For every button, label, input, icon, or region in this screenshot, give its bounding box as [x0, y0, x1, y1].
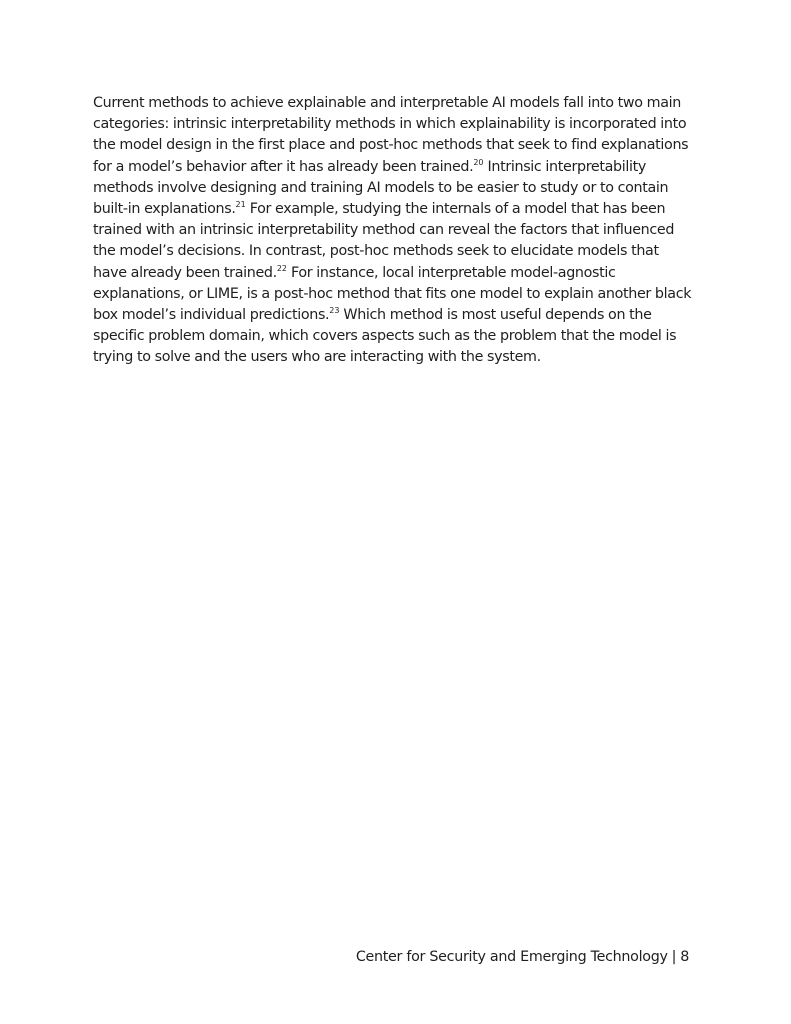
footnote-ref-22[interactable]: 22: [276, 263, 288, 273]
paragraph-text: Current methods to achieve explainable and interpretable AI models fall into two main categories: intrinsic interpretability methods in which explainability is incorporated into the model design in the first place and post-hoc methods that seek to find explanations for a model’s behavior after it has already been trained.: [93, 95, 689, 175]
paragraph-text: Which method is most useful depends on the specific problem domain, which covers aspects such as the problem that the model is trying to solve and the users who are interacting with the system.: [93, 307, 677, 366]
paragraph-text: For instance, local interpretable model-agnostic explanations, or LIME, is a post-hoc method that fits one model to explain another black box model’s individual predictions.: [93, 264, 692, 324]
footer-separator: |: [671, 949, 677, 965]
body-paragraph: [93, 93, 695, 369]
footnote-ref-23[interactable]: 23: [329, 306, 340, 316]
page-number: 8: [680, 949, 689, 965]
footnote-ref-20[interactable]: 20: [473, 157, 484, 167]
paragraph-text: Intrinsic interpretability methods involve designing and training AI models to be easier to study or to contain built-in explanations.: [93, 158, 669, 218]
paragraph-text: For example, studying the internals of a model that has been trained with an intrinsic interpretability method can reveal the factors that influenced the model’s decisions. In contrast, post-hoc methods seek to elucidate models that have already been trained.: [93, 201, 675, 281]
footer-organization: Center for Security and Emerging Technology: [355, 949, 668, 965]
footnote-ref-21[interactable]: 21: [235, 200, 246, 210]
page-footer: [356, 949, 689, 965]
